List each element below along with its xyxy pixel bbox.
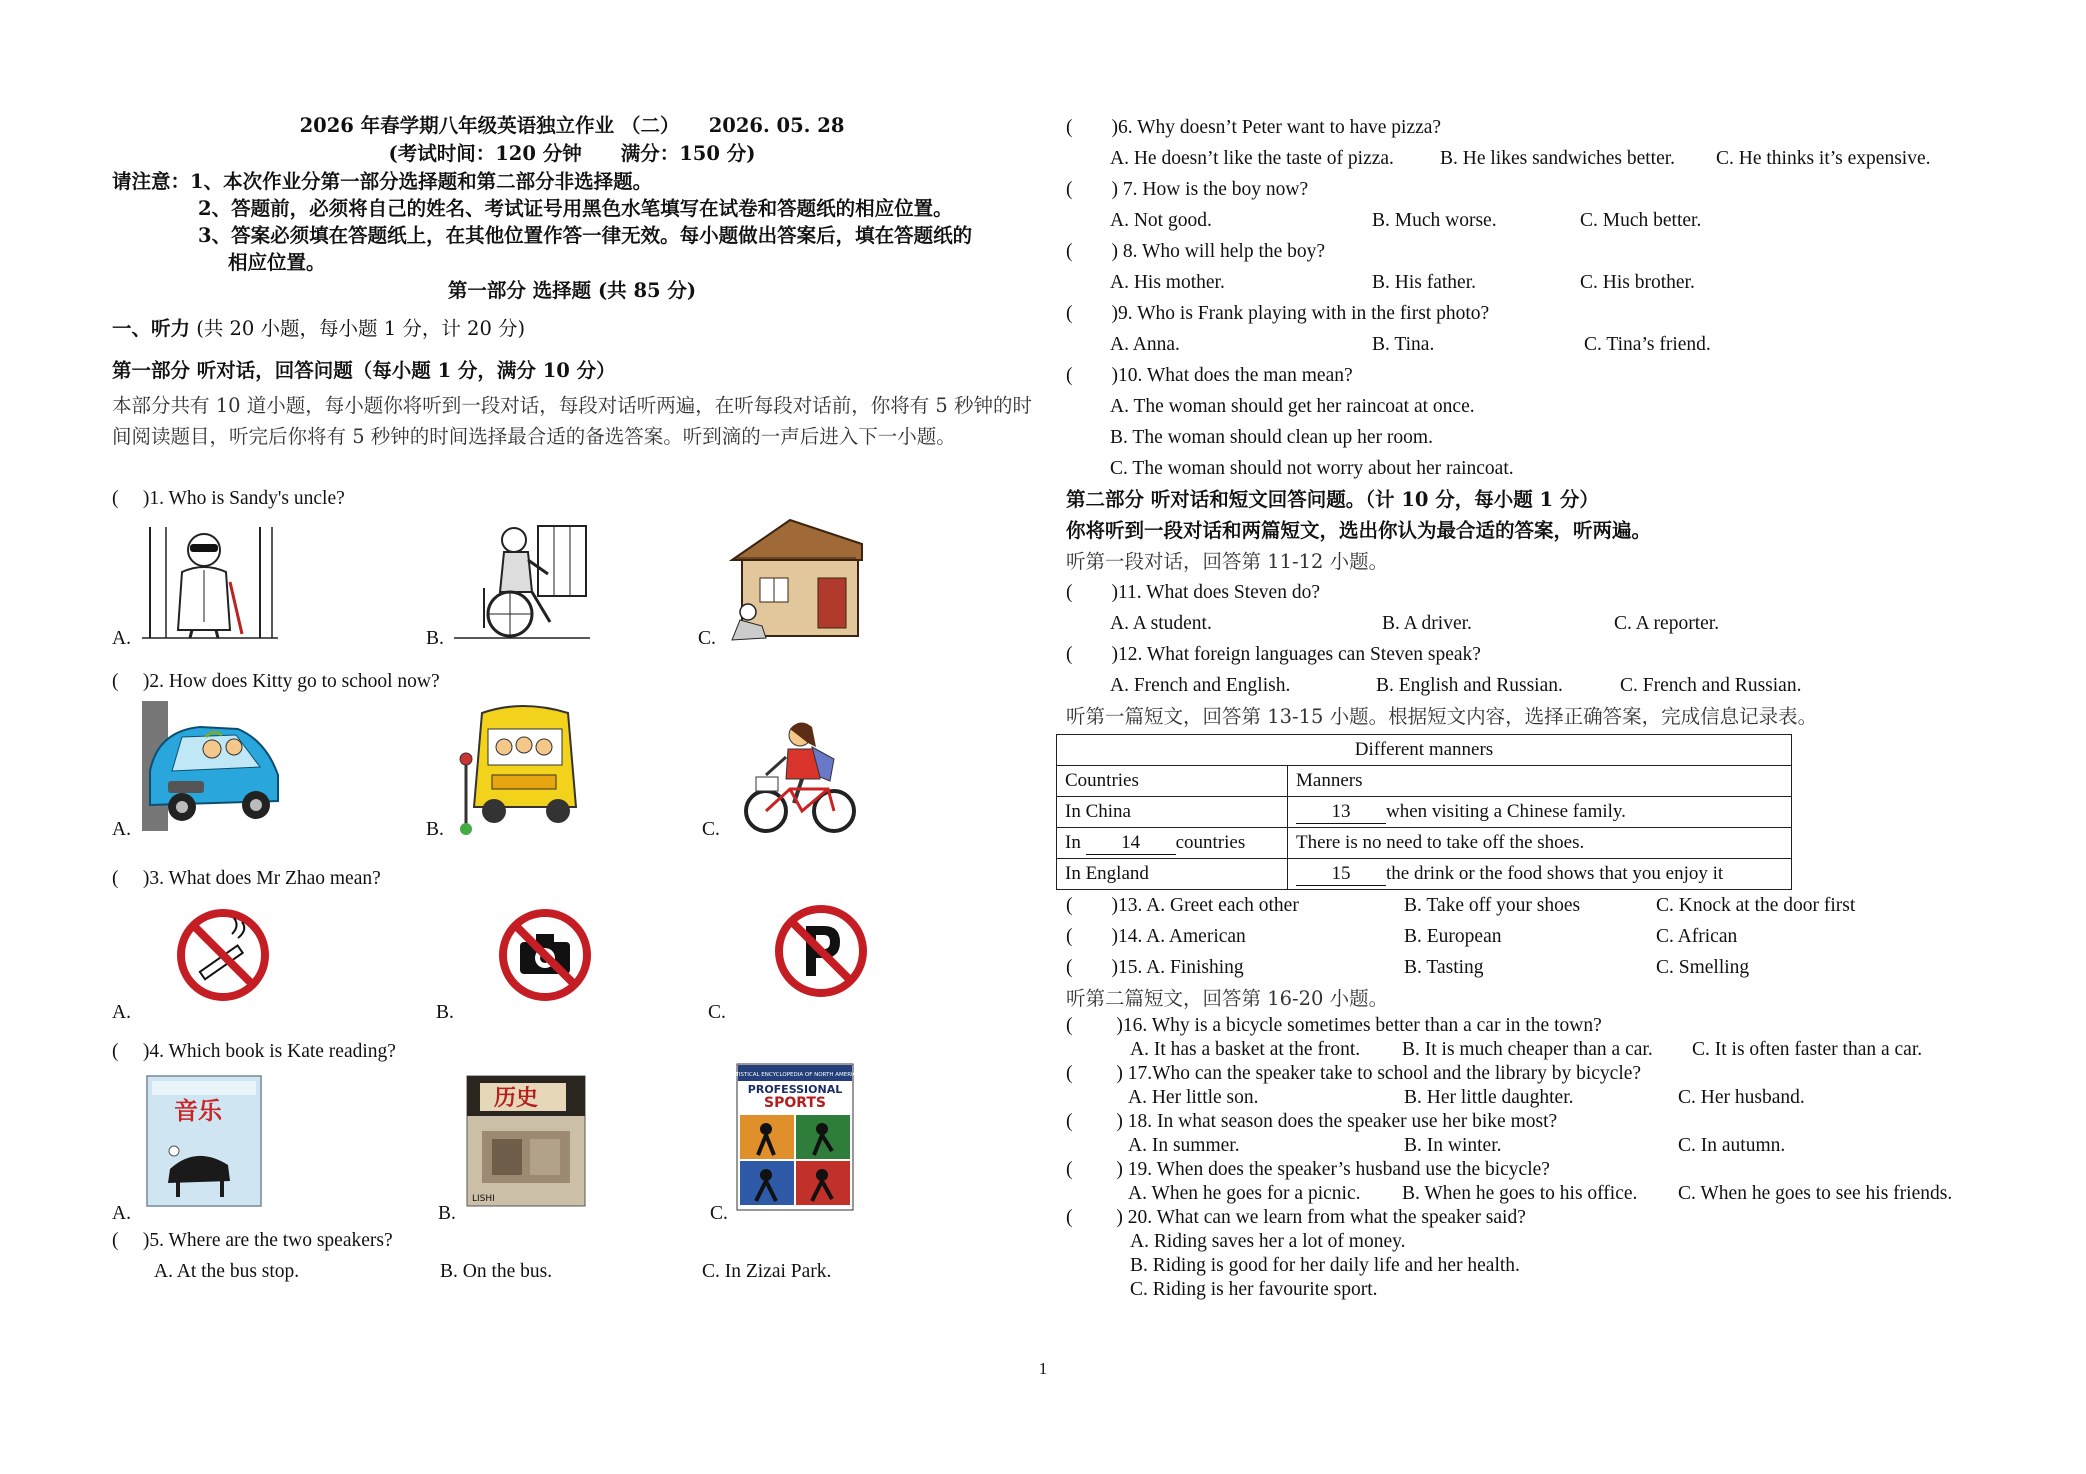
sub1-heading: 第一部分 听对话，回答问题（每小题 1 分，满分 10 分）: [112, 359, 616, 382]
q9-option-a: A. Anna.: [1110, 334, 1180, 355]
q2-label-c: C.: [702, 819, 720, 840]
table-cell-country-14: [1057, 828, 1288, 859]
sports-book-title-b: SPORTS: [763, 1095, 827, 1111]
q8-options: [1066, 267, 2001, 298]
q7-option-a: A. Not good.: [1110, 210, 1212, 231]
q2-option-b-bus-image: [458, 703, 588, 835]
q7-options: [1066, 205, 2001, 236]
q2-label-a: A.: [112, 819, 131, 840]
q1-label-b: B.: [426, 628, 444, 649]
q10-option-c: C. The woman should not worry about her raincoat.: [1110, 458, 1514, 479]
q2-label-b: B.: [426, 819, 444, 840]
table-cell-manner-13: [1288, 797, 1792, 828]
q8-option-c: C. His brother.: [1580, 272, 1695, 293]
blank-15[interactable]: 15: [1296, 863, 1386, 886]
question-19: ( ) 19. When does the speaker’s husband use the bicycle?: [1066, 1159, 1550, 1180]
q16-option-c: C. It is often faster than a car.: [1692, 1039, 1923, 1060]
q16-option-b: B. It is much cheaper than a car.: [1402, 1039, 1653, 1060]
q11-option-a: A. A student.: [1110, 613, 1212, 634]
passage2-intro: 听第二篇短文，回答第 16-20 小题。: [1066, 987, 1389, 1010]
q18-option-b: B. In winter.: [1404, 1135, 1502, 1156]
question-6: ( )6. Why doesn’t Peter want to have pizza?: [1066, 117, 1442, 138]
sub1-instructions: 本部分共有 10 道小题，每小题你将听到一段对话，每段对话听两遍，在听每段对话前，你将有 5 秒钟的时间阅读题目，听完后你将有 5 秒钟的时间选择最合适的备选答案。听到滴的一声后进入下一小题。: [112, 394, 1033, 448]
q10-option-a: A. The woman should get her raincoat at once.: [1110, 396, 1475, 417]
q9-options: [1066, 329, 2001, 360]
page-number: 1: [1038, 1359, 1048, 1378]
question-11: ( )11. What does Steven do?: [1066, 582, 1320, 603]
q16-options: [1066, 1038, 2001, 1062]
q11-options: [1066, 608, 2001, 639]
q12-option-c: C. French and Russian.: [1620, 675, 1802, 696]
question-10: ( )10. What does the man mean?: [1066, 365, 1353, 386]
q17-option-a: A. Her little son.: [1128, 1087, 1259, 1108]
music-book-title: 音乐: [174, 1097, 222, 1125]
question-20: ( ) 20. What can we learn from what the speaker said?: [1066, 1207, 1526, 1228]
listening-heading-note: (共 20 小题，每小题 1 分，计 20 分): [196, 317, 526, 340]
country-14-prefix: In: [1065, 831, 1086, 853]
q16-option-a: A. It has a basket at the front.: [1130, 1039, 1361, 1060]
table-row: [1057, 797, 1792, 828]
question-5: ( )5. Where are the two speakers?: [112, 1230, 393, 1251]
notice-item-1: 1、本次作业分第一部分选择题和第二部分非选择题。: [190, 170, 653, 193]
q10-option-b: B. The woman should clean up her room.: [1110, 427, 1433, 448]
q18-options: [1066, 1134, 2001, 1158]
q15-option-b: B. Tasting: [1404, 957, 1484, 978]
notice-intro: 请注意：: [112, 170, 191, 193]
table-title: Different manners: [1057, 735, 1792, 766]
q3-option-b-no-camera-icon: [498, 908, 592, 1002]
q3-label-a: A.: [112, 1002, 131, 1023]
q3-label-c: C.: [708, 1002, 726, 1023]
notice-item-2: 2、答题前，必须将自己的姓名、考试证号用黑色水笔填写在试卷和答题纸的相应位置。: [198, 197, 953, 220]
q11-option-b: B. A driver.: [1382, 613, 1472, 634]
q4-label-c: C.: [710, 1203, 728, 1224]
q5-options: [112, 1256, 1032, 1287]
q15-option-c: C. Smelling: [1656, 957, 1750, 978]
q3-option-a-no-smoking-icon: [176, 908, 270, 1002]
q8-option-b: B. His father.: [1372, 272, 1476, 293]
left-column: [112, 112, 1032, 1287]
notice-line-1: [112, 168, 1032, 195]
q19-options: [1066, 1182, 2001, 1206]
q7-option-b: B. Much worse.: [1372, 210, 1497, 231]
table-row: [1057, 859, 1792, 890]
q14-option-c: C. African: [1656, 926, 1738, 947]
table-cell-england: In England: [1057, 859, 1288, 890]
q17-options: [1066, 1086, 2001, 1110]
manner-15-text: the drink or the food shows that you enjoy it: [1386, 862, 1724, 884]
manner-13-text: when visiting a Chinese family.: [1386, 800, 1626, 822]
q6-option-b: B. He likes sandwiches better.: [1440, 148, 1676, 169]
q4-label-a: A.: [112, 1203, 131, 1224]
q2-option-a-car-image: [142, 701, 282, 831]
exam-title: 2026 年春学期八年级英语独立作业 （二） 2026. 05. 28: [299, 114, 845, 137]
q19-option-c: C. When he goes to see his friends.: [1678, 1183, 1953, 1204]
question-16: ( )16. Why is a bicycle sometimes better than a car in the town?: [1066, 1015, 1602, 1036]
q19-option-b: B. When he goes to his office.: [1402, 1183, 1638, 1204]
sports-book-title-a: PROFESSIONAL: [747, 1083, 843, 1096]
question-15: [1066, 952, 2001, 983]
manners-table: [1056, 734, 1792, 890]
q15-stem: ( )15. A. Finishing: [1066, 957, 1244, 978]
q13-option-c: C. Knock at the door first: [1656, 895, 1856, 916]
q18-option-c: C. In autumn.: [1678, 1135, 1786, 1156]
q19-option-a: A. When he goes for a picnic.: [1128, 1183, 1361, 1204]
question-7: ( ) 7. How is the boy now?: [1066, 179, 1309, 200]
question-8: ( ) 8. Who will help the boy?: [1066, 241, 1326, 262]
q1-option-c-hut-image: [726, 514, 866, 642]
q4-option-a-music-book-image: [146, 1075, 262, 1207]
question-13: [1066, 890, 2001, 921]
sports-book-series: STATISTICAL ENCYCLOPEDIA OF NORTH AMERICAN: [725, 1072, 865, 1078]
q8-option-a: A. His mother.: [1110, 272, 1225, 293]
q1-label-c: C.: [698, 628, 716, 649]
q13-stem: ( )13. A. Greet each other: [1066, 895, 1299, 916]
q14-stem: ( )14. A. American: [1066, 926, 1246, 947]
q2-option-c-bike-image: [742, 717, 862, 837]
history-book-spine: LISHI: [472, 1194, 495, 1204]
part1-title: 第一部分 选择题 (共 85 分): [447, 279, 697, 302]
q6-option-c: C. He thinks it’s expensive.: [1716, 148, 1931, 169]
notice-item-3: 3、答案必须填在答题纸上，在其他位置作答一律无效。每小题做出答案后，填在答题纸的: [198, 224, 973, 247]
q7-option-c: C. Much better.: [1580, 210, 1702, 231]
q5-option-c: C. In Zizai Park.: [702, 1261, 832, 1282]
q12-option-b: B. English and Russian.: [1376, 675, 1563, 696]
history-book-title: 历史: [494, 1086, 539, 1111]
table-row: [1057, 828, 1792, 859]
question-4: ( )4. Which book is Kate reading?: [112, 1041, 396, 1062]
q9-option-c: C. Tina’s friend.: [1584, 334, 1711, 355]
question-3: ( )3. What does Mr Zhao mean?: [112, 868, 381, 889]
q5-option-a: A. At the bus stop.: [154, 1261, 300, 1282]
blank-13[interactable]: 13: [1296, 801, 1386, 824]
listening-heading: [112, 306, 1032, 352]
q1-options: [112, 514, 1032, 654]
dialogue-intro: 听第一段对话，回答第 11-12 小题。: [1066, 550, 1389, 573]
question-12: ( )12. What foreign languages can Steven speak?: [1066, 644, 1481, 665]
q12-option-a: A. French and English.: [1110, 675, 1291, 696]
notice-item-3-cont: 相应位置。: [228, 251, 326, 274]
q9-option-b: B. Tina.: [1372, 334, 1435, 355]
q1-option-a-blind-man-image: [142, 522, 278, 640]
exam-subtitle: (考试时间：120 分钟 满分：150 分): [388, 142, 756, 165]
q4-label-b: B.: [438, 1203, 456, 1224]
q4-option-c-sports-book-image: [725, 1063, 865, 1211]
q20-option-a: A. Riding saves her a lot of money.: [1130, 1231, 1406, 1252]
q2-options: [112, 697, 1032, 845]
sub2-instructions: 你将听到一段对话和两篇短文，选出你认为最合适的答案，听两遍。: [1066, 519, 1652, 542]
table-cell-manner-15: [1288, 859, 1792, 890]
right-column: [1066, 112, 2001, 1302]
table-cell-manner-14: There is no need to take off the shoes.: [1288, 828, 1792, 859]
q18-option-a: A. In summer.: [1128, 1135, 1240, 1156]
listening-heading-title: 一、听力: [112, 317, 191, 340]
q3-option-c-no-parking-icon: [774, 904, 868, 998]
question-2: ( )2. How does Kitty go to school now?: [112, 671, 440, 692]
question-18: ( ) 18. In what season does the speaker use her bike most?: [1066, 1111, 1558, 1132]
country-14-suffix: countries: [1175, 831, 1246, 853]
q20-option-c: C. Riding is her favourite sport.: [1130, 1279, 1378, 1300]
sub2-heading: 第二部分 听对话和短文回答问题。（计 10 分，每小题 1 分）: [1066, 488, 1599, 511]
q3-label-b: B.: [436, 1002, 454, 1023]
question-1: ( )1. Who is Sandy's uncle?: [112, 488, 345, 509]
q4-option-b-history-book-image: [466, 1075, 586, 1207]
q1-label-a: A.: [112, 628, 131, 649]
table-header-countries: Countries: [1057, 766, 1288, 797]
q5-option-b: B. On the bus.: [440, 1261, 553, 1282]
q6-option-a: A. He doesn’t like the taste of pizza.: [1110, 148, 1394, 169]
blank-14[interactable]: 14: [1086, 832, 1176, 855]
question-14: [1066, 921, 2001, 952]
q20-option-b: B. Riding is good for her daily life and her health.: [1130, 1255, 1520, 1276]
passage1-intro: 听第一篇短文，回答第 13-15 小题。根据短文内容，选择正确答案，完成信息记录表。: [1066, 705, 1818, 728]
q17-option-b: B. Her little daughter.: [1404, 1087, 1574, 1108]
q17-option-c: C. Her husband.: [1678, 1087, 1805, 1108]
q12-options: [1066, 670, 2001, 701]
q13-option-b: B. Take off your shoes: [1404, 895, 1581, 916]
q11-option-c: C. A reporter.: [1614, 613, 1720, 634]
table-header-manners: Manners: [1288, 766, 1792, 797]
q3-options: [112, 904, 1032, 1024]
question-17: ( ) 17.Who can the speaker take to school and the library by bicycle?: [1066, 1063, 1642, 1084]
q14-option-b: B. European: [1404, 926, 1502, 947]
q6-options: [1066, 143, 2001, 174]
table-cell-china: In China: [1057, 797, 1288, 828]
q4-options: [112, 1072, 1032, 1225]
question-9: ( )9. Who is Frank playing with in the first photo?: [1066, 303, 1490, 324]
q1-option-b-wheelchair-image: [454, 518, 590, 640]
